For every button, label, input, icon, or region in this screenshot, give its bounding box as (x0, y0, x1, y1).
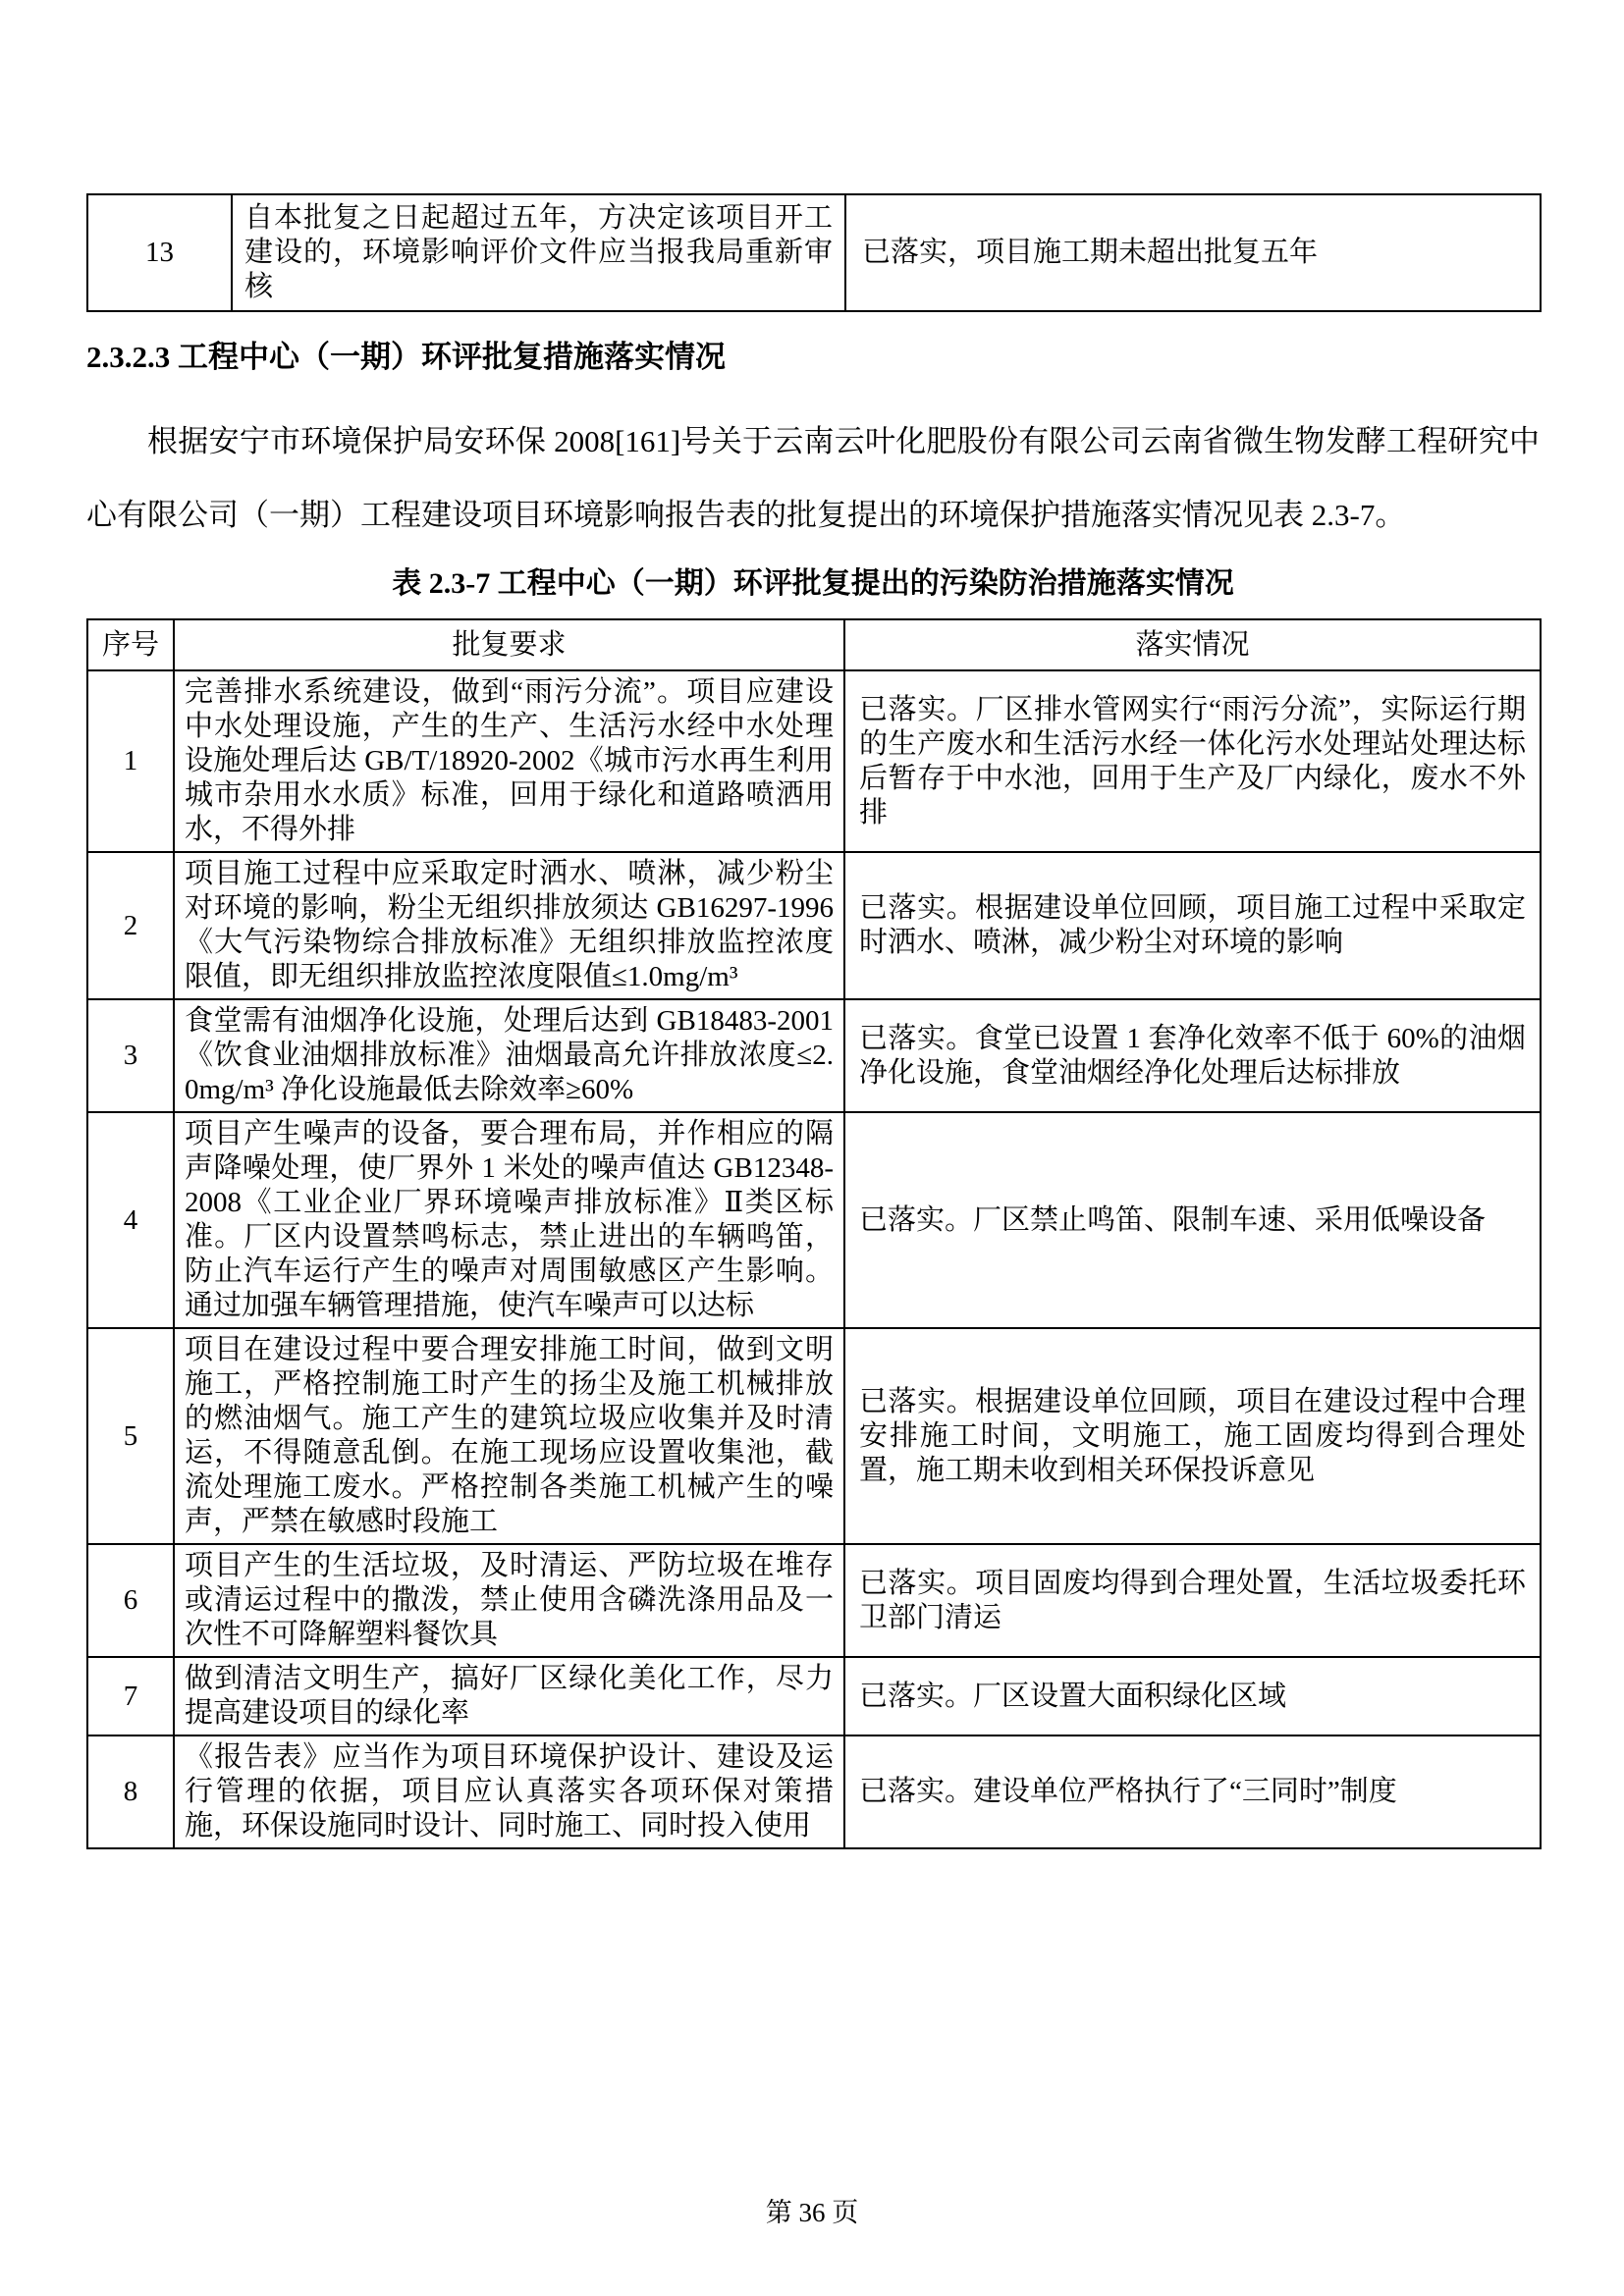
implementation-status: 已落实。厂区禁止鸣笛、限制车速、采用低噪设备 (844, 1112, 1541, 1328)
approval-requirement: 完善排水系统建设，做到“雨污分流”。项目应建设中水处理设施，产生的生产、生活污水经中水处理设施处理后达 GB/T/18920-2002《城市污水再生利用 城市杂用水水质》标准，回用于绿化和道路喷洒用水，不得外排 (174, 670, 844, 852)
implementation-status: 已落实。厂区设置大面积绿化区域 (844, 1657, 1541, 1735)
section-heading: 2.3.2.3 工程中心（一期）环评批复措施落实情况 (86, 340, 726, 374)
implementation-status: 已落实。食堂已设置 1 套净化效率不低于 60%的油烟净化设施，食堂油烟经净化处理后达标排放 (844, 999, 1541, 1112)
row-number: 2 (87, 852, 174, 999)
approval-requirement: 项目在建设过程中要合理安排施工时间，做到文明施工，严格控制施工时产生的扬尘及施工机械排放的燃油烟气。施工产生的建筑垃圾应收集并及时清运，不得随意乱倒。在施工现场应设置收集池，截流处理施工废水。严格控制各类施工机械产生的噪声，严禁在敏感时段施工 (174, 1328, 844, 1544)
table-row (87, 1112, 1541, 1328)
header-approval-requirement: 批复要求 (174, 619, 844, 670)
implementation-status: 已落实。厂区排水管网实行“雨污分流”，实际运行期的生产废水和生活污水经一体化污水处理站处理达标后暂存于中水池，回用于生产及厂内绿化，废水不外排 (844, 670, 1541, 852)
approval-requirement: 项目产生的生活垃圾，及时清运、严防垃圾在堆存或清运过程中的撒泼，禁止使用含磷洗涤用品及一次性不可降解塑料餐饮具 (174, 1544, 844, 1657)
table-row (87, 1735, 1541, 1848)
table-row (87, 670, 1541, 852)
approval-requirement: 做到清洁文明生产，搞好厂区绿化美化工作，尽力提高建设项目的绿化率 (174, 1657, 844, 1735)
header-serial-number: 序号 (87, 619, 174, 670)
approval-requirement: 自本批复之日起超过五年，方决定该项目开工建设的，环境影响评价文件应当报我局重新审核 (232, 194, 845, 311)
previous-table-continuation (86, 193, 1542, 312)
approval-requirement: 项目产生噪声的设备，要合理布局，并作相应的隔声降噪处理，使厂界外 1 米处的噪声值达 GB12348-2008《工业企业厂界环境噪声排放标准》Ⅱ类区标准。厂区内设置禁鸣标志，禁止进出的车辆鸣笛，防止汽车运行产生的噪声对周围敏感区产生影响。通过加强车辆管理措施，使汽车噪声可以达标 (174, 1112, 844, 1328)
table-row (87, 852, 1541, 999)
row-number: 1 (87, 670, 174, 852)
table-row (87, 999, 1541, 1112)
table-row (87, 194, 1541, 311)
approval-requirement: 食堂需有油烟净化设施，处理后达到 GB18483-2001 《饮食业油烟排放标准》油烟最高允许排放浓度≤2.0mg/m³ 净化设施最低去除效率≥60% (174, 999, 844, 1112)
implementation-status: 已落实。根据建设单位回顾，项目在建设过程中合理安排施工时间，文明施工，施工固废均得到合理处置，施工期未收到相关环保投诉意见 (844, 1328, 1541, 1544)
body-paragraph: 根据安宁市环境保护局安环保 2008[161]号关于云南云叶化肥股份有限公司云南省微生物发酵工程研究中心有限公司（一期）工程建设项目环境影响报告表的批复提出的环境保护措施落实情况见表 2.3-7。 (86, 424, 1540, 532)
row-number: 5 (87, 1328, 174, 1544)
header-implementation-status: 落实情况 (844, 619, 1541, 670)
row-number: 8 (87, 1735, 174, 1848)
implementation-status: 已落实。建设单位严格执行了“三同时”制度 (844, 1735, 1541, 1848)
row-number: 13 (87, 194, 232, 311)
row-number: 7 (87, 1657, 174, 1735)
table-title: 表 2.3-7 工程中心（一期）环评批复提出的污染防治措施落实情况 (392, 567, 1234, 600)
table-row (87, 1328, 1541, 1544)
approval-measures-table (86, 618, 1542, 1849)
implementation-status: 已落实。项目固废均得到合理处置，生活垃圾委托环卫部门清运 (844, 1544, 1541, 1657)
row-number: 4 (87, 1112, 174, 1328)
implementation-status: 已落实。根据建设单位回顾，项目施工过程中采取定时洒水、喷淋，减少粉尘对环境的影响 (844, 852, 1541, 999)
approval-requirement: 《报告表》应当作为项目环境保护设计、建设及运行管理的依据，项目应认真落实各项环保对策措施，环保设施同时设计、同时施工、同时投入使用 (174, 1735, 844, 1848)
table-row (87, 1657, 1541, 1735)
row-number: 6 (87, 1544, 174, 1657)
page-number: 第 36 页 (765, 2198, 859, 2227)
table-header-row (87, 619, 1541, 670)
row-number: 3 (87, 999, 174, 1112)
approval-requirement: 项目施工过程中应采取定时洒水、喷淋，减少粉尘对环境的影响，粉尘无组织排放须达 GB16297-1996《大气污染物综合排放标准》无组织排放监控浓度限值，即无组织排放监控浓度限值≤1.0mg/m³ (174, 852, 844, 999)
table-row (87, 1544, 1541, 1657)
implementation-status: 已落实，项目施工期未超出批复五年 (845, 194, 1541, 311)
